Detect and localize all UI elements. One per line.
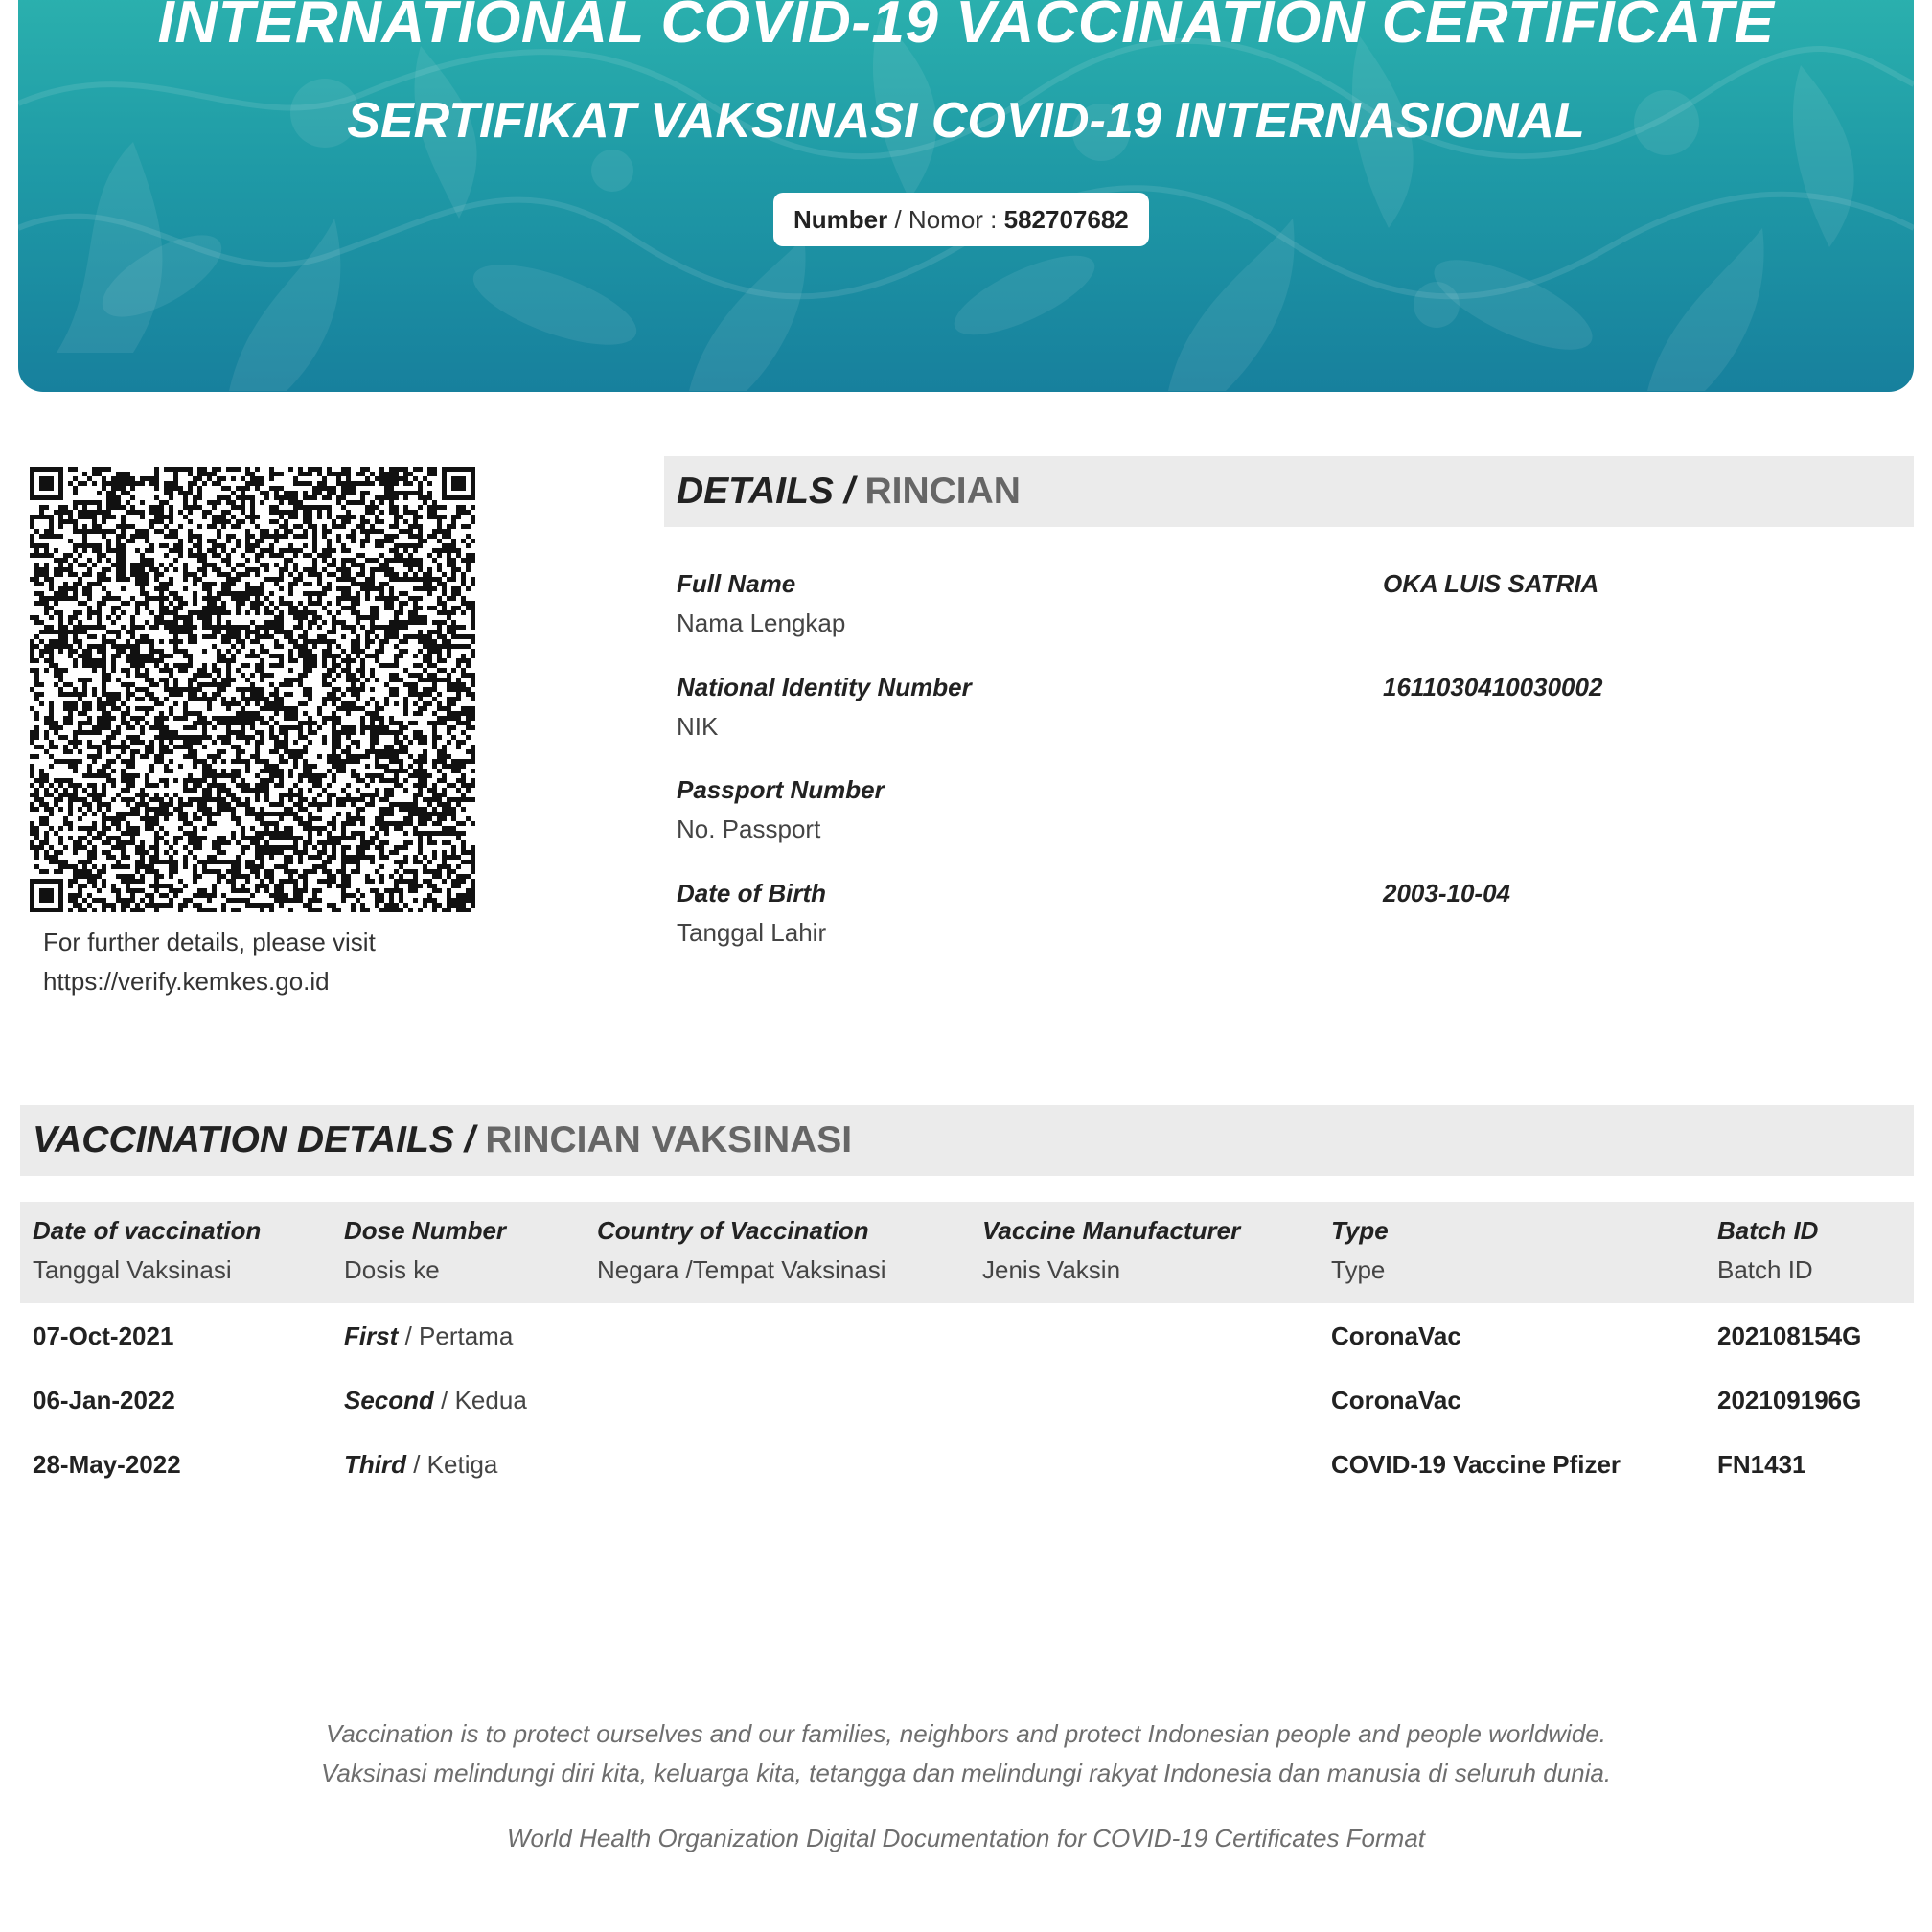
column-header-date-en: Date of vaccination [33, 1216, 262, 1245]
header-banner [18, 0, 1914, 392]
nik-value: 1611030410030002 [1383, 673, 1603, 702]
qr-code-icon [30, 467, 475, 912]
nik-label [677, 668, 972, 747]
row-1-dose [344, 1317, 513, 1356]
nik-label-id: NIK [677, 712, 719, 741]
dob-label-en: Date of Birth [677, 879, 826, 908]
row-3-batch: FN1431 [1717, 1450, 1806, 1479]
column-header-type [1331, 1211, 1389, 1290]
row-2-dose-id: / Kedua [433, 1386, 527, 1414]
qr-code-image [30, 467, 475, 912]
full-name-label-en: Full Name [677, 569, 796, 598]
row-1-dose-id: / Pertama [398, 1322, 514, 1350]
vaccination-heading-id: RINCIAN VAKSINASI [485, 1119, 853, 1161]
column-header-manufacturer [982, 1211, 1240, 1290]
footer-note-id: Vaksinasi melindungi diri kita, keluarga kita, tetangga dan melindungi rakyat Indonesia dan manusia di seluruh dunia. [320, 1759, 1612, 1787]
column-header-country-id: Negara /Tempat Vaksinasi [597, 1255, 886, 1284]
certificate-title-en: INTERNATIONAL COVID-19 VACCINATION CERTIFICATE [157, 0, 1775, 56]
row-2-dose-en: Second [344, 1386, 434, 1414]
nik-label-en: National Identity Number [677, 673, 972, 702]
number-label-en: Number [794, 205, 888, 234]
vaccination-heading-en: VACCINATION DETAILS / [33, 1119, 475, 1161]
column-header-dose [344, 1211, 506, 1290]
certificate-number-badge [773, 193, 1149, 246]
column-header-batch-id: Batch ID [1717, 1255, 1813, 1284]
row-1-date: 07-Oct-2021 [33, 1322, 174, 1350]
certificate-title-id: SERTIFIKAT VAKSINASI COVID-19 INTERNASIONAL [347, 93, 1585, 149]
row-3-dose-id: / Ketiga [406, 1450, 498, 1479]
row-1-batch: 202108154G [1717, 1322, 1862, 1350]
dob-label-id: Tanggal Lahir [677, 918, 827, 947]
row-1-dose-en: First [344, 1322, 399, 1350]
full-name-label [677, 564, 845, 643]
dob-value: 2003-10-04 [1383, 879, 1510, 908]
vaccination-section-heading [20, 1105, 1914, 1176]
row-3-dose-en: Third [344, 1450, 406, 1479]
footer-note-en: Vaccination is to protect ourselves and our families, neighbors and protect Indonesian people and people worldwide. [326, 1719, 1606, 1748]
row-1-type: CoronaVac [1331, 1322, 1461, 1350]
details-heading-id: RINCIAN [864, 471, 1021, 512]
passport-label-en: Passport Number [677, 775, 885, 804]
column-header-manufacturer-en: Vaccine Manufacturer [982, 1216, 1241, 1245]
row-2-type: CoronaVac [1331, 1386, 1461, 1414]
details-section-heading [664, 456, 1914, 527]
column-header-type-en: Type [1331, 1216, 1389, 1245]
column-header-country-en: Country of Vaccination [597, 1216, 869, 1245]
footer-who-format: World Health Organization Digital Documentation for COVID-19 Certificates Format [506, 1824, 1426, 1852]
row-3-dose [344, 1445, 497, 1484]
column-header-date [33, 1211, 261, 1290]
row-2-dose [344, 1381, 527, 1420]
verify-note [43, 923, 376, 1001]
number-label-separator: / Nomor : [887, 205, 1004, 234]
vaccination-table-header [20, 1202, 1914, 1303]
column-header-type-id: Type [1331, 1255, 1386, 1284]
full-name-value: OKA LUIS SATRIA [1383, 569, 1599, 598]
full-name-label-id: Nama Lengkap [677, 609, 846, 637]
row-3-date: 28-May-2022 [33, 1450, 181, 1479]
passport-label [677, 770, 885, 849]
verify-url-link[interactable]: https://verify.kemkes.go.id [43, 967, 330, 996]
row-2-date: 06-Jan-2022 [33, 1386, 175, 1414]
column-header-date-id: Tanggal Vaksinasi [33, 1255, 232, 1284]
column-header-batch-en: Batch ID [1717, 1216, 1819, 1245]
details-heading-en: DETAILS / [677, 471, 855, 512]
verify-line-1: For further details, please visit [43, 928, 376, 956]
row-2-batch: 202109196G [1717, 1386, 1862, 1414]
column-header-dose-en: Dose Number [344, 1216, 507, 1245]
column-header-country [597, 1211, 886, 1290]
column-header-manufacturer-id: Jenis Vaksin [982, 1255, 1121, 1284]
column-header-dose-id: Dosis ke [344, 1255, 440, 1284]
column-header-batch [1717, 1211, 1818, 1290]
certificate-number-value: 582707682 [1003, 205, 1129, 234]
dob-label [677, 874, 826, 953]
row-3-type: COVID-19 Vaccine Pfizer [1331, 1450, 1622, 1479]
passport-label-id: No. Passport [677, 815, 821, 843]
